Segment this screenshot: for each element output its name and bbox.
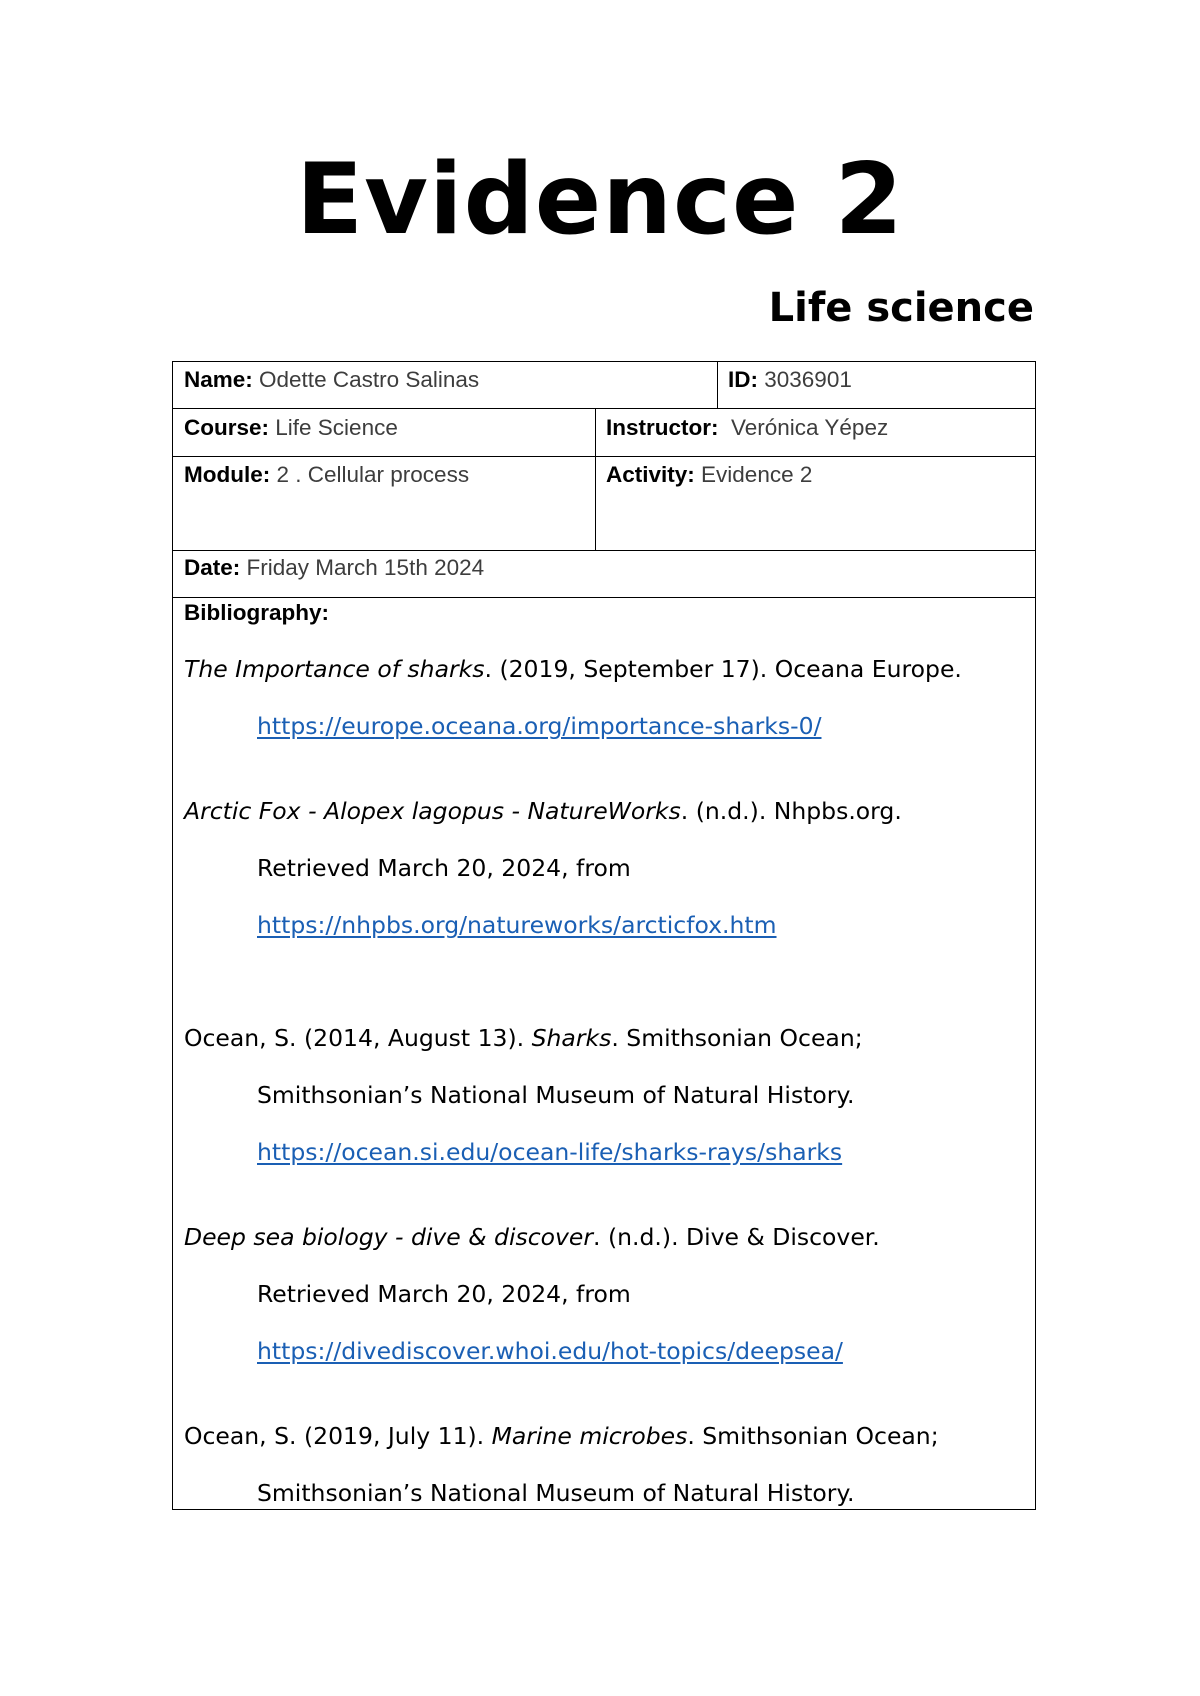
module-field (184, 461, 469, 489)
name-label: Name: (184, 367, 253, 392)
course-field (184, 414, 398, 442)
id-field (728, 366, 852, 394)
entry-link[interactable]: https://europe.oceana.org/importance-sharks-0/ (257, 712, 822, 740)
entry-link-line (257, 1137, 842, 1167)
bibliography-entry (184, 654, 962, 684)
activity-label: Activity: (606, 462, 695, 487)
bibliography-entry (184, 1023, 863, 1053)
column-divider (717, 362, 718, 408)
row-divider (173, 597, 1035, 598)
entry-link[interactable]: https://nhpbs.org/natureworks/arcticfox.htm (257, 911, 777, 939)
column-divider (595, 408, 596, 550)
date-field (184, 554, 484, 582)
bibliography-heading: Bibliography: (184, 600, 329, 625)
row-divider (173, 408, 1035, 409)
document-title: Evidence 2 (296, 143, 904, 257)
entry-authors: Ocean, S. (2019, July 11). (184, 1422, 492, 1450)
entry-retrieved: Retrieved March 20, 2024, from (257, 854, 631, 882)
document-subtitle: Life science (768, 285, 1034, 331)
entry-continuation: Smithsonian’s National Museum of Natural History. (257, 1081, 855, 1109)
entry-retrieved: Retrieved March 20, 2024, from (257, 1280, 631, 1308)
entry-authors: Ocean, S. (2014, August 13). (184, 1024, 532, 1052)
id-label: ID: (728, 367, 758, 392)
module-value: 2 . Cellular process (270, 462, 470, 487)
activity-value: Evidence 2 (694, 462, 813, 487)
entry-link[interactable]: https://ocean.si.edu/ocean-life/sharks-rays/sharks (257, 1138, 843, 1166)
entry-title: Sharks (531, 1024, 612, 1052)
id-value: 3036901 (758, 367, 852, 392)
entry-details: . (n.d.). Nhpbs.org. (680, 797, 902, 825)
info-table (172, 361, 1036, 1510)
course-label: Course: (184, 415, 270, 440)
instructor-label: Instructor: (606, 415, 719, 440)
entry-title: The Importance of sharks (184, 655, 485, 683)
instructor-value: Verónica Yépez (718, 415, 889, 440)
row-divider (173, 456, 1035, 457)
entry-title: Marine microbes (491, 1422, 688, 1450)
bibliography-entry (184, 1222, 880, 1252)
entry-link-line (257, 711, 821, 741)
course-value: Life Science (269, 415, 398, 440)
entry-details: . (2019, September 17). Oceana Europe. (484, 655, 962, 683)
activity-field (606, 461, 812, 489)
entry-details: . (n.d.). Dive & Discover. (593, 1223, 880, 1251)
entry-link-line (257, 910, 777, 940)
module-label: Module: (184, 462, 271, 487)
date-label: Date: (184, 555, 241, 580)
name-value: Odette Castro Salinas (252, 367, 480, 392)
entry-link-line (257, 1336, 843, 1366)
date-value: Friday March 15th 2024 (240, 555, 485, 580)
entry-details: . Smithsonian Ocean; (611, 1024, 863, 1052)
instructor-field (606, 414, 888, 442)
entry-title: Arctic Fox - Alopex lagopus - NatureWorks (184, 797, 681, 825)
name-field (184, 366, 479, 394)
bibliography-entry (184, 1421, 939, 1451)
entry-link[interactable]: https://divediscover.whoi.edu/hot-topics/deepsea/ (257, 1337, 843, 1365)
row-divider (173, 550, 1035, 551)
entry-details: . Smithsonian Ocean; (687, 1422, 939, 1450)
entry-continuation: Smithsonian’s National Museum of Natural History. (257, 1479, 855, 1507)
bibliography-entry (184, 796, 902, 826)
entry-title: Deep sea biology - dive & discover (184, 1223, 594, 1251)
